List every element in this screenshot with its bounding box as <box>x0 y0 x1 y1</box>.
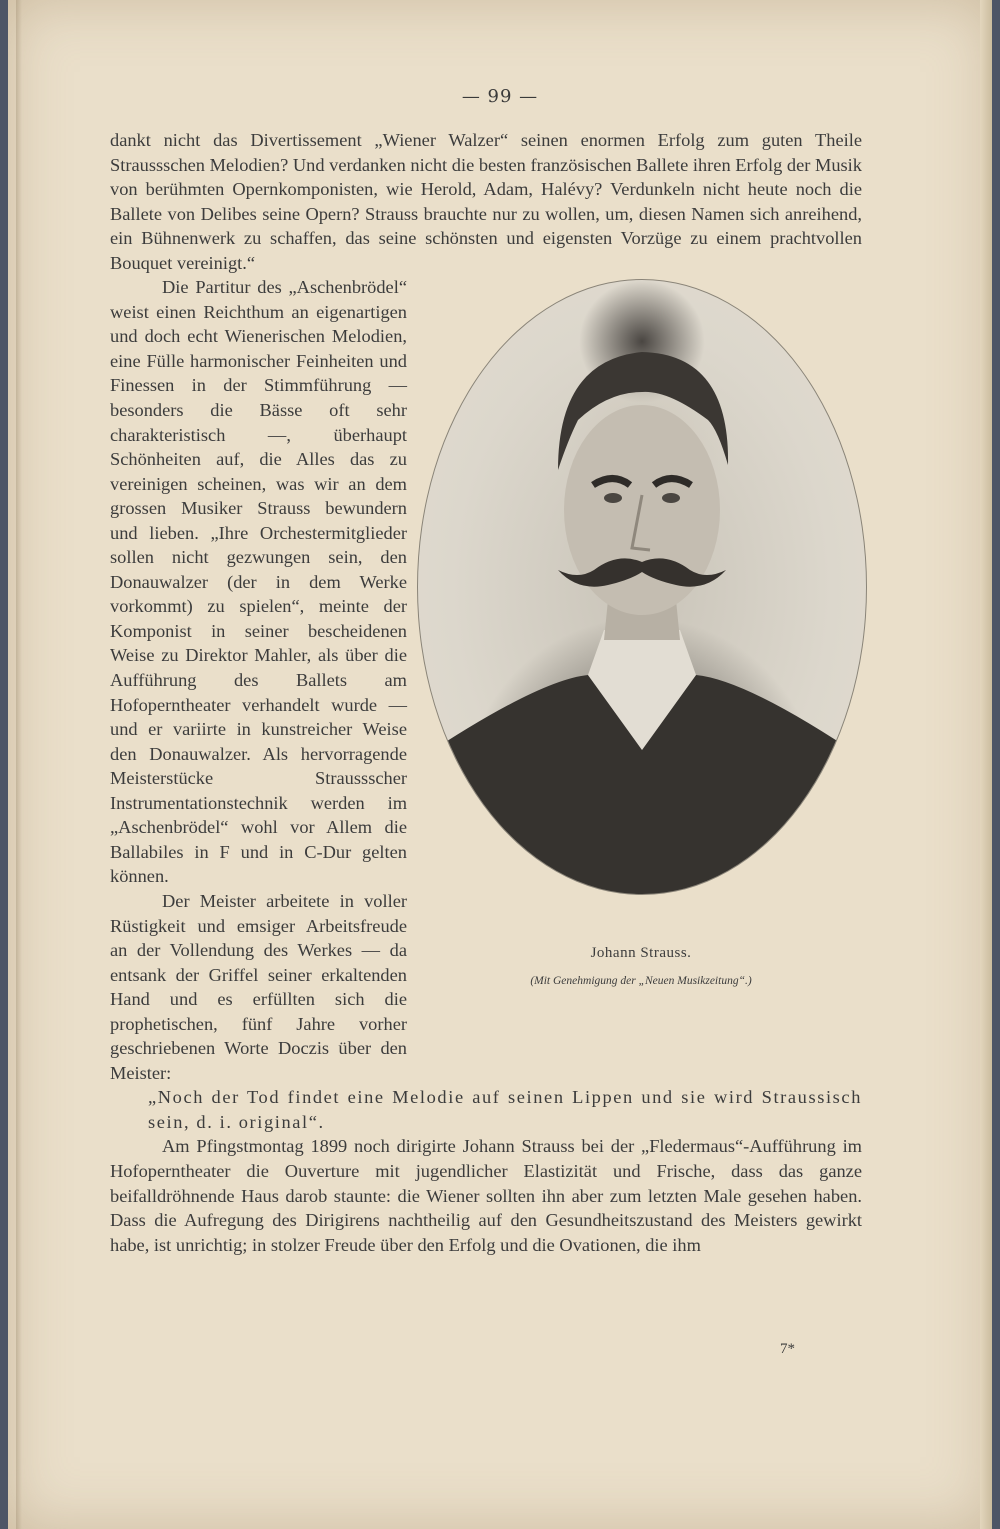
paragraph: Die Partitur des „Aschenbrödel“ weist einen Reichthum an eigenartigen und doch echt Wienerischen Melodien, eine Fülle harmonischer Feinheiten und Finessen in der Stimmführung — besonders die Bässe oft sehr charakteristisch —, überhaupt Schönheiten auf, die Alles das zu vereinigen scheinen, was wir an dem grossen Musiker Strauss bewundern und lieben. „Ihre Orchestermitglieder sollen nicht gezwungen sein, den Donauwalzer (der in dem Werke vorkommt) zu spielen“, meinte der Komponist in seiner bescheidenen Weise zu Direktor Mahler, als über die Aufführung des Ballets am Hofoperntheater verhandelt wurde — und er variirte in kunstreicher Weise den Donauwalzer. Als hervorragende Meisterstücke Straussscher Instrumentationstechnik werden im „Aschenbrödel“ wohl vor Allem die Ballabiles in F und in C-Dur gelten können. <box>110 277 407 887</box>
portrait-figure <box>417 279 883 1069</box>
figure-caption: Johann Strauss. <box>590 945 692 962</box>
paragraph: Am Pfingstmontag 1899 noch dirigirte Johann Strauss bei der „Fledermaus“-Aufführung im Hofoperntheater die Ouverture mit jugendlicher Elastizität und Frische, dass das ganze beifalldröhnende Haus darob staunte: die Wiener sollten ihn aber zum letzten Male gesehen haben. Dass die Aufregung des Dirigirens nachtheilig auf den Gesundheitszustand des Meisters gewirkt habe, ist unrichtig; in stolzer Freude über den Erfolg und die Ovationen, die ihm <box>110 1136 862 1255</box>
signature-mark: 7* <box>780 1341 795 1357</box>
figure-credit: (Mit Genehmigung der „Neuen Musikzeitung“.) <box>530 975 752 988</box>
page-number: — 99 — <box>461 86 539 107</box>
page-edge <box>980 0 992 1529</box>
quotation: „Noch der Tod findet eine Melodie auf seinen Lippen und sie wird Straussisch sein, d. i. original“. <box>148 1087 862 1132</box>
portrait-image <box>417 279 867 895</box>
paragraph: dankt nicht das Divertissement „Wiener Walzer“ seinen enormen Erfolg zum guten Theile Straussschen Melodien? Und verdanken nicht die besten französischen Ballete ihren Erfolg der Musik von berühmten Opernkomponisten, wie Herold, Adam, Halévy? Verdunkeln nicht heute noch die Ballete von Delibes seine Opern? Strauss brauchte nur zu wollen, um, diesen Namen sich anreihend, ein Bühnenwerk zu schaffen, das seine schönsten und eigensten Vorzüge zu einem prachtvollen Bouquet vereinigt.“ <box>110 130 862 273</box>
spine-shadow <box>16 0 22 1529</box>
portrait-illustration <box>418 280 866 894</box>
paragraph: Der Meister arbeitete in voller Rüstigkeit und emsiger Arbeitsfreude an der Vollendung des Werkes — da entsank der Griffel seiner erkaltenden Hand und es erfüllten sich die prophetischen, fünf Jahre vorher geschriebenen Worte Doczis über den Meister: <box>110 890 407 1083</box>
body-text <box>110 128 862 1257</box>
